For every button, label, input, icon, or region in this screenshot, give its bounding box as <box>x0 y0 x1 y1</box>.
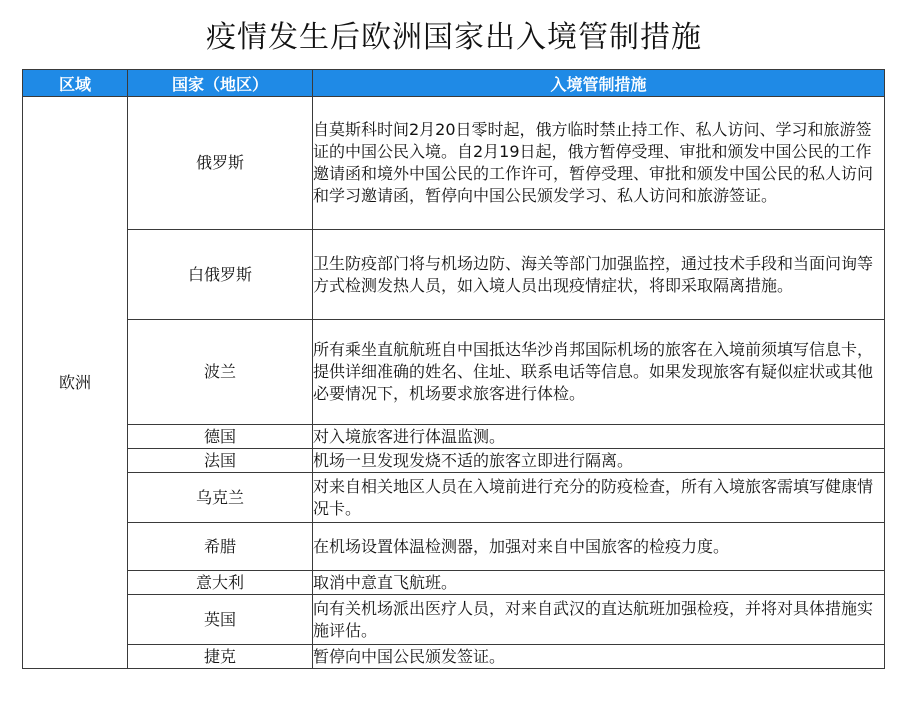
table-row <box>23 523 885 571</box>
measure-cell: 对来自相关地区人员在入境前进行充分的防疫检查，所有入境旅客需填写健康情况卡。 <box>313 473 885 523</box>
country-cell: 波兰 <box>128 320 313 425</box>
table-row <box>23 449 885 473</box>
country-cell: 意大利 <box>128 571 313 595</box>
region-cell: 欧洲 <box>23 97 128 669</box>
header-region: 区域 <box>23 70 128 97</box>
measure-cell: 暂停向中国公民颁发签证。 <box>313 645 885 669</box>
country-cell: 捷克 <box>128 645 313 669</box>
country-cell: 乌克兰 <box>128 473 313 523</box>
header-measures: 入境管制措施 <box>313 70 885 97</box>
measure-cell: 向有关机场派出医疗人员，对来自武汉的直达航班加强检疫，并将对具体措施实施评估。 <box>313 595 885 645</box>
table-row <box>23 595 885 645</box>
measures-table <box>22 69 885 669</box>
table-row <box>23 425 885 449</box>
measure-cell: 机场一旦发现发烧不适的旅客立即进行隔离。 <box>313 449 885 473</box>
country-cell: 白俄罗斯 <box>128 230 313 320</box>
country-cell: 德国 <box>128 425 313 449</box>
table-row <box>23 320 885 425</box>
measure-cell: 取消中意直飞航班。 <box>313 571 885 595</box>
table-row <box>23 97 885 230</box>
table-row <box>23 230 885 320</box>
page-title: 疫情发生后欧洲国家出入境管制措施 <box>206 20 702 55</box>
measure-cell: 对入境旅客进行体温监测。 <box>313 425 885 449</box>
country-cell: 英国 <box>128 595 313 645</box>
measure-cell: 卫生防疫部门将与机场边防、海关等部门加强监控，通过技术手段和当面问询等方式检测发热人员，如入境人员出现疫情症状，将即采取隔离措施。 <box>313 230 885 320</box>
table-row <box>23 571 885 595</box>
measure-cell: 所有乘坐直航航班自中国抵达华沙肖邦国际机场的旅客在入境前须填写信息卡，提供详细准确的姓名、住址、联系电话等信息。如果发现旅客有疑似症状或其他必要情况下，机场要求旅客进行体检。 <box>313 320 885 425</box>
country-cell: 俄罗斯 <box>128 97 313 230</box>
table-row <box>23 473 885 523</box>
country-cell: 希腊 <box>128 523 313 571</box>
header-country: 国家（地区） <box>128 70 313 97</box>
measure-cell: 自莫斯科时间2月20日零时起，俄方临时禁止持工作、私人访问、学习和旅游签证的中国公民入境。自2月19日起，俄方暂停受理、审批和颁发中国公民的工作邀请函和境外中国公民的工作许可，暂停受理、审批和颁发中国公民的私人访问和学习邀请函，暂停向中国公民颁发学习、私人访问和旅游签证。 <box>313 97 885 230</box>
country-cell: 法国 <box>128 449 313 473</box>
measure-cell: 在机场设置体温检测器，加强对来自中国旅客的检疫力度。 <box>313 523 885 571</box>
table-row <box>23 645 885 669</box>
table-header-row <box>23 70 885 97</box>
